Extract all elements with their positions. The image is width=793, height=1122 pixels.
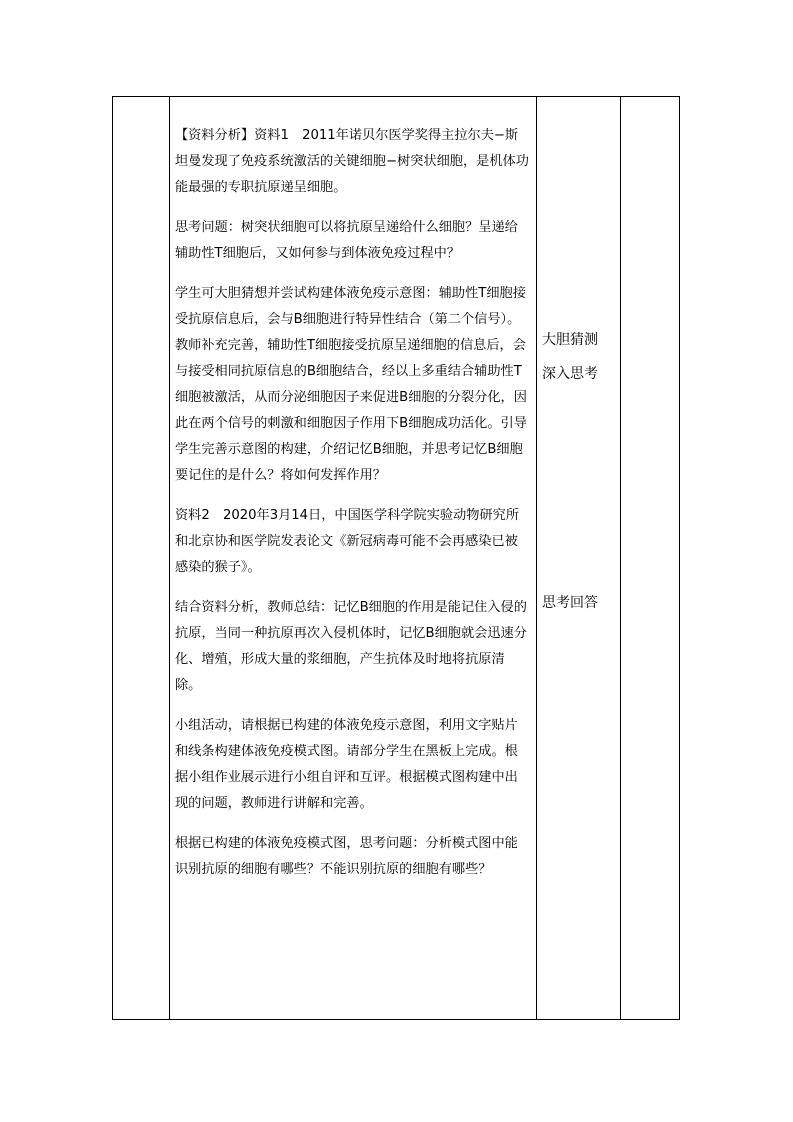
column-divider: [536, 97, 537, 1019]
teaching-process-cell: [175, 123, 531, 897]
column-divider: [169, 97, 170, 1019]
student-activity-cell: [542, 323, 598, 391]
paragraph-group-activity: 小组活动，请根据已构建的体液免疫示意图，利用文字贴片和线条构建体液免疫模式图。请部分学生在黑板上完成。根据小组作业展示进行小组自评和互评。根据模式图构建中出现的问题，教师进行讲解和完善。: [175, 718, 518, 811]
student-activity-cell: [542, 586, 598, 620]
lesson-table: [112, 96, 680, 1020]
column-divider: [620, 97, 621, 1019]
paragraph-teacher-summary: 结合资料分析，教师总结：记忆B细胞的作用是能记住入侵的抗原，当同一种抗原再次入侵机体时，记忆B细胞就会迅速分化、增殖，形成大量的浆细胞，产生抗体及时地将抗原清除。: [175, 600, 527, 693]
activity-guess: 大胆猜测: [542, 332, 598, 348]
paragraph-student-hypothesis: 学生可大胆猜想并尝试构建体液免疫示意图：辅助性T细胞接受抗原信息后，会与B细胞进行特异性结合（第二个信号）。教师补充完善，辅助性T细胞接受抗原呈递细胞的信息后，会与接受相同抗原信息的B细胞结合，经以上多重结合辅助性T细胞被激活，从而分泌细胞因子来促进B细胞的分裂分化，因此在两个信号的刺激和细胞因子作用下B细胞成功活化。引导学生完善示意图的构建，介绍记忆B细胞，并思考记忆B细胞要记住的是什么？将如何发挥作用？: [175, 286, 527, 483]
activity-think-deeply: 深入思考: [542, 366, 598, 382]
paragraph-question-1: 思考问题：树突状细胞可以将抗原呈递给什么细胞？呈递给辅助性T细胞后，又如何参与到体液免疫过程中？: [175, 220, 518, 261]
paragraph-material-1: 【资料分析】资料1 2011年诺贝尔医学奖得主拉尔夫−斯坦曼发现了免疫系统激活的关键细胞−树突状细胞，是机体功能最强的专职抗原递呈细胞。: [175, 128, 529, 195]
activity-answer: 思考回答: [542, 595, 598, 611]
paragraph-material-2: 资料2 2020年3月14日，中国医学科学院实验动物研究所和北京协和医学院发表论文《新冠病毒可能不会再感染已被感染的猴子》。: [175, 508, 520, 575]
paragraph-question-2: 根据已构建的体液免疫模式图，思考问题：分析模式图中能识别抗原的细胞有哪些？不能识别抗原的细胞有哪些？: [175, 836, 518, 877]
